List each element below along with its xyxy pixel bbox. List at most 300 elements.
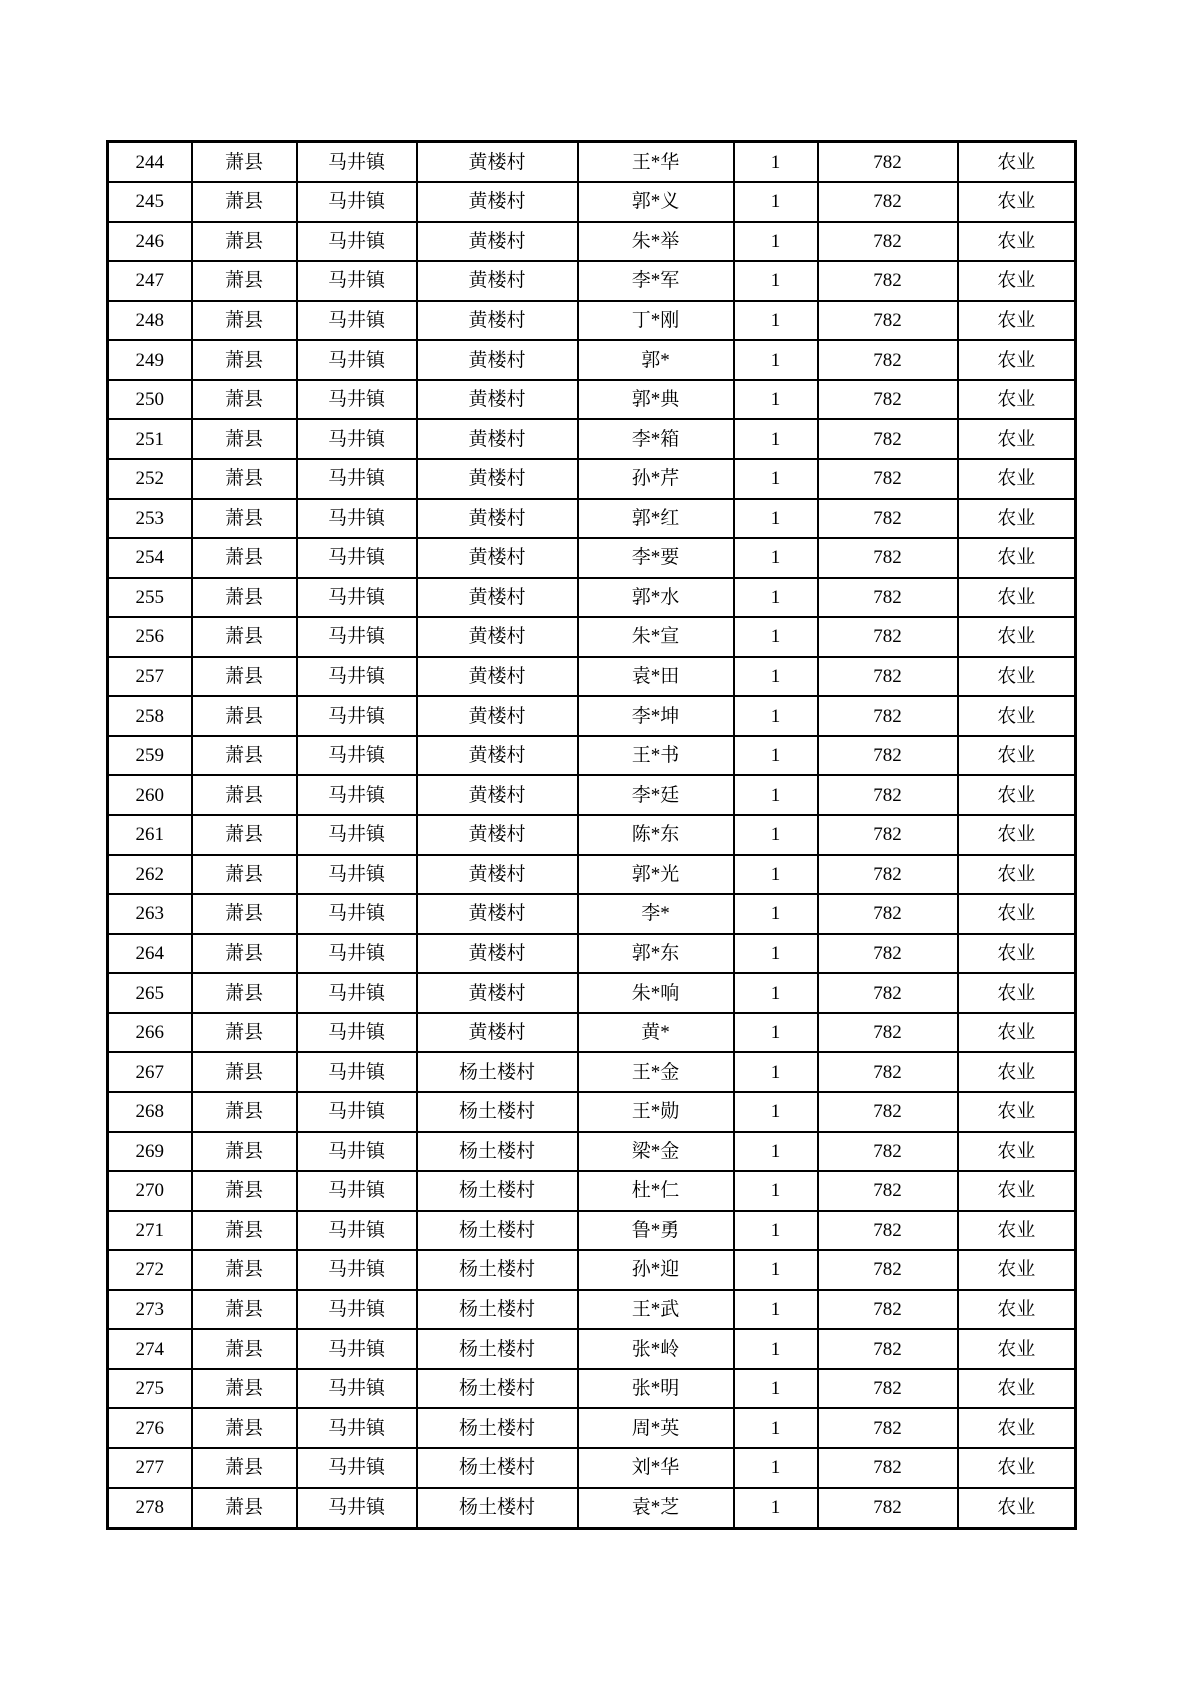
cell-industry: 农业: [958, 855, 1076, 895]
cell-village: 杨土楼村: [417, 1052, 578, 1092]
cell-town: 马井镇: [297, 1369, 417, 1409]
cell-name: 袁*田: [578, 657, 734, 697]
cell-town: 马井镇: [297, 894, 417, 934]
cell-row-number: 271: [108, 1211, 192, 1251]
table-row: [108, 459, 1076, 499]
cell-town: 马井镇: [297, 934, 417, 974]
cell-row-number: 258: [108, 696, 192, 736]
cell-count: 1: [734, 1171, 818, 1211]
cell-town: 马井镇: [297, 419, 417, 459]
cell-county: 萧县: [192, 973, 297, 1013]
cell-industry: 农业: [958, 1211, 1076, 1251]
cell-row-number: 269: [108, 1132, 192, 1172]
cell-name: 郭*红: [578, 499, 734, 539]
cell-village: 黄楼村: [417, 419, 578, 459]
cell-village: 杨土楼村: [417, 1448, 578, 1488]
cell-row-number: 245: [108, 182, 192, 222]
table-row: [108, 934, 1076, 974]
cell-village: 黄楼村: [417, 973, 578, 1013]
table-row: [108, 1290, 1076, 1330]
table-row: [108, 538, 1076, 578]
cell-county: 萧县: [192, 1052, 297, 1092]
cell-count: 1: [734, 1132, 818, 1172]
cell-town: 马井镇: [297, 1171, 417, 1211]
cell-name: 郭*: [578, 340, 734, 380]
cell-amount: 782: [818, 973, 958, 1013]
cell-count: 1: [734, 1052, 818, 1092]
cell-count: 1: [734, 1408, 818, 1448]
cell-row-number: 273: [108, 1290, 192, 1330]
cell-amount: 782: [818, 1448, 958, 1488]
cell-name: 李*: [578, 894, 734, 934]
table-row: [108, 855, 1076, 895]
cell-town: 马井镇: [297, 696, 417, 736]
cell-name: 朱*举: [578, 222, 734, 262]
table-row: [108, 340, 1076, 380]
cell-amount: 782: [818, 815, 958, 855]
cell-row-number: 272: [108, 1250, 192, 1290]
cell-count: 1: [734, 538, 818, 578]
table-row: [108, 973, 1076, 1013]
cell-row-number: 260: [108, 775, 192, 815]
cell-town: 马井镇: [297, 182, 417, 222]
table-row: [108, 894, 1076, 934]
cell-amount: 782: [818, 696, 958, 736]
cell-industry: 农业: [958, 459, 1076, 499]
cell-county: 萧县: [192, 578, 297, 618]
cell-industry: 农业: [958, 815, 1076, 855]
cell-industry: 农业: [958, 934, 1076, 974]
cell-industry: 农业: [958, 578, 1076, 618]
table-row: [108, 1211, 1076, 1251]
cell-amount: 782: [818, 617, 958, 657]
cell-count: 1: [734, 696, 818, 736]
cell-industry: 农业: [958, 301, 1076, 341]
cell-name: 刘*华: [578, 1448, 734, 1488]
cell-county: 萧县: [192, 1329, 297, 1369]
cell-count: 1: [734, 222, 818, 262]
cell-amount: 782: [818, 934, 958, 974]
table-row: [108, 1329, 1076, 1369]
cell-name: 李*箱: [578, 419, 734, 459]
cell-industry: 农业: [958, 696, 1076, 736]
cell-industry: 农业: [958, 340, 1076, 380]
cell-name: 李*军: [578, 261, 734, 301]
cell-industry: 农业: [958, 1448, 1076, 1488]
cell-village: 黄楼村: [417, 815, 578, 855]
cell-village: 黄楼村: [417, 855, 578, 895]
cell-industry: 农业: [958, 499, 1076, 539]
cell-industry: 农业: [958, 261, 1076, 301]
cell-town: 马井镇: [297, 1488, 417, 1529]
cell-name: 杜*仁: [578, 1171, 734, 1211]
cell-town: 马井镇: [297, 775, 417, 815]
cell-industry: 农业: [958, 1369, 1076, 1409]
cell-count: 1: [734, 380, 818, 420]
table-row: [108, 815, 1076, 855]
cell-county: 萧县: [192, 1290, 297, 1330]
cell-count: 1: [734, 934, 818, 974]
cell-village: 黄楼村: [417, 222, 578, 262]
cell-name: 李*廷: [578, 775, 734, 815]
cell-industry: 农业: [958, 538, 1076, 578]
cell-industry: 农业: [958, 894, 1076, 934]
cell-row-number: 256: [108, 617, 192, 657]
cell-name: 孙*迎: [578, 1250, 734, 1290]
cell-village: 杨土楼村: [417, 1290, 578, 1330]
cell-village: 黄楼村: [417, 934, 578, 974]
cell-row-number: 275: [108, 1369, 192, 1409]
table-row: [108, 499, 1076, 539]
cell-amount: 782: [818, 578, 958, 618]
cell-row-number: 274: [108, 1329, 192, 1369]
cell-row-number: 248: [108, 301, 192, 341]
cell-industry: 农业: [958, 1013, 1076, 1053]
cell-row-number: 246: [108, 222, 192, 262]
cell-industry: 农业: [958, 1052, 1076, 1092]
cell-village: 黄楼村: [417, 380, 578, 420]
cell-town: 马井镇: [297, 1448, 417, 1488]
cell-row-number: 264: [108, 934, 192, 974]
cell-county: 萧县: [192, 182, 297, 222]
cell-industry: 农业: [958, 380, 1076, 420]
cell-village: 黄楼村: [417, 1013, 578, 1053]
cell-row-number: 249: [108, 340, 192, 380]
cell-county: 萧县: [192, 142, 297, 183]
cell-amount: 782: [818, 499, 958, 539]
cell-village: 杨土楼村: [417, 1092, 578, 1132]
table-row: [108, 1013, 1076, 1053]
cell-count: 1: [734, 578, 818, 618]
cell-industry: 农业: [958, 657, 1076, 697]
cell-row-number: 261: [108, 815, 192, 855]
cell-amount: 782: [818, 340, 958, 380]
cell-industry: 农业: [958, 1408, 1076, 1448]
cell-county: 萧县: [192, 696, 297, 736]
cell-town: 马井镇: [297, 815, 417, 855]
table-row: [108, 182, 1076, 222]
cell-industry: 农业: [958, 1092, 1076, 1132]
cell-amount: 782: [818, 222, 958, 262]
cell-name: 袁*芝: [578, 1488, 734, 1529]
cell-village: 黄楼村: [417, 696, 578, 736]
cell-count: 1: [734, 1488, 818, 1529]
cell-village: 杨土楼村: [417, 1488, 578, 1529]
cell-count: 1: [734, 1369, 818, 1409]
cell-village: 黄楼村: [417, 894, 578, 934]
table-row: [108, 380, 1076, 420]
cell-name: 郭*水: [578, 578, 734, 618]
cell-industry: 农业: [958, 419, 1076, 459]
cell-village: 黄楼村: [417, 775, 578, 815]
cell-name: 张*岭: [578, 1329, 734, 1369]
cell-name: 郭*典: [578, 380, 734, 420]
cell-row-number: 251: [108, 419, 192, 459]
cell-village: 黄楼村: [417, 182, 578, 222]
cell-county: 萧县: [192, 538, 297, 578]
cell-town: 马井镇: [297, 340, 417, 380]
cell-count: 1: [734, 142, 818, 183]
cell-amount: 782: [818, 261, 958, 301]
cell-town: 马井镇: [297, 1329, 417, 1369]
cell-county: 萧县: [192, 261, 297, 301]
cell-count: 1: [734, 182, 818, 222]
cell-county: 萧县: [192, 419, 297, 459]
cell-county: 萧县: [192, 617, 297, 657]
cell-count: 1: [734, 1329, 818, 1369]
cell-count: 1: [734, 1092, 818, 1132]
table-row: [108, 1092, 1076, 1132]
cell-name: 鲁*勇: [578, 1211, 734, 1251]
cell-town: 马井镇: [297, 578, 417, 618]
table-row: [108, 1488, 1076, 1529]
cell-county: 萧县: [192, 499, 297, 539]
cell-amount: 782: [818, 538, 958, 578]
cell-amount: 782: [818, 1408, 958, 1448]
cell-village: 黄楼村: [417, 617, 578, 657]
cell-county: 萧县: [192, 340, 297, 380]
cell-county: 萧县: [192, 1448, 297, 1488]
cell-industry: 农业: [958, 1290, 1076, 1330]
table-row: [108, 222, 1076, 262]
cell-county: 萧县: [192, 380, 297, 420]
table-row: [108, 1250, 1076, 1290]
table-row: [108, 578, 1076, 618]
cell-count: 1: [734, 736, 818, 776]
table-row: [108, 1369, 1076, 1409]
cell-county: 萧县: [192, 934, 297, 974]
cell-amount: 782: [818, 1211, 958, 1251]
table-row: [108, 736, 1076, 776]
cell-county: 萧县: [192, 1211, 297, 1251]
cell-amount: 782: [818, 1488, 958, 1529]
cell-name: 陈*东: [578, 815, 734, 855]
cell-village: 黄楼村: [417, 301, 578, 341]
cell-amount: 782: [818, 1092, 958, 1132]
cell-village: 黄楼村: [417, 340, 578, 380]
cell-industry: 农业: [958, 1171, 1076, 1211]
cell-name: 丁*刚: [578, 301, 734, 341]
cell-village: 杨土楼村: [417, 1408, 578, 1448]
cell-industry: 农业: [958, 1250, 1076, 1290]
cell-town: 马井镇: [297, 1052, 417, 1092]
cell-row-number: 265: [108, 973, 192, 1013]
cell-count: 1: [734, 1013, 818, 1053]
table-row: [108, 617, 1076, 657]
cell-row-number: 262: [108, 855, 192, 895]
cell-county: 萧县: [192, 1132, 297, 1172]
cell-amount: 782: [818, 855, 958, 895]
cell-row-number: 247: [108, 261, 192, 301]
cell-town: 马井镇: [297, 261, 417, 301]
table-row: [108, 419, 1076, 459]
cell-name: 李*坤: [578, 696, 734, 736]
cell-row-number: 252: [108, 459, 192, 499]
cell-industry: 农业: [958, 1329, 1076, 1369]
table-row: [108, 1448, 1076, 1488]
table-row: [108, 261, 1076, 301]
cell-town: 马井镇: [297, 1092, 417, 1132]
cell-town: 马井镇: [297, 538, 417, 578]
cell-amount: 782: [818, 657, 958, 697]
cell-count: 1: [734, 261, 818, 301]
cell-county: 萧县: [192, 1092, 297, 1132]
cell-village: 杨土楼村: [417, 1132, 578, 1172]
cell-row-number: 268: [108, 1092, 192, 1132]
cell-industry: 农业: [958, 617, 1076, 657]
cell-amount: 782: [818, 1329, 958, 1369]
cell-name: 郭*义: [578, 182, 734, 222]
cell-town: 马井镇: [297, 1408, 417, 1448]
cell-name: 王*书: [578, 736, 734, 776]
cell-county: 萧县: [192, 459, 297, 499]
cell-county: 萧县: [192, 815, 297, 855]
cell-count: 1: [734, 815, 818, 855]
cell-town: 马井镇: [297, 855, 417, 895]
cell-industry: 农业: [958, 142, 1076, 183]
cell-count: 1: [734, 340, 818, 380]
cell-amount: 782: [818, 419, 958, 459]
cell-amount: 782: [818, 1052, 958, 1092]
cell-name: 王*金: [578, 1052, 734, 1092]
cell-row-number: 278: [108, 1488, 192, 1529]
cell-industry: 农业: [958, 222, 1076, 262]
cell-town: 马井镇: [297, 222, 417, 262]
cell-industry: 农业: [958, 1488, 1076, 1529]
cell-count: 1: [734, 459, 818, 499]
cell-amount: 782: [818, 1132, 958, 1172]
cell-amount: 782: [818, 1250, 958, 1290]
cell-town: 马井镇: [297, 142, 417, 183]
cell-town: 马井镇: [297, 657, 417, 697]
cell-name: 王*勋: [578, 1092, 734, 1132]
cell-count: 1: [734, 419, 818, 459]
cell-count: 1: [734, 301, 818, 341]
cell-town: 马井镇: [297, 459, 417, 499]
cell-row-number: 266: [108, 1013, 192, 1053]
cell-amount: 782: [818, 1171, 958, 1211]
cell-name: 郭*东: [578, 934, 734, 974]
cell-row-number: 259: [108, 736, 192, 776]
cell-village: 杨土楼村: [417, 1211, 578, 1251]
cell-row-number: 276: [108, 1408, 192, 1448]
cell-count: 1: [734, 499, 818, 539]
cell-county: 萧县: [192, 1369, 297, 1409]
cell-name: 李*要: [578, 538, 734, 578]
cell-county: 萧县: [192, 1488, 297, 1529]
cell-row-number: 270: [108, 1171, 192, 1211]
table-row: [108, 301, 1076, 341]
cell-count: 1: [734, 973, 818, 1013]
cell-village: 黄楼村: [417, 538, 578, 578]
cell-town: 马井镇: [297, 301, 417, 341]
cell-name: 张*明: [578, 1369, 734, 1409]
cell-amount: 782: [818, 775, 958, 815]
cell-industry: 农业: [958, 736, 1076, 776]
cell-amount: 782: [818, 1013, 958, 1053]
cell-county: 萧县: [192, 894, 297, 934]
cell-town: 马井镇: [297, 617, 417, 657]
cell-village: 黄楼村: [417, 261, 578, 301]
table-row: [108, 1052, 1076, 1092]
cell-town: 马井镇: [297, 499, 417, 539]
cell-town: 马井镇: [297, 1211, 417, 1251]
table-row: [108, 775, 1076, 815]
cell-row-number: 253: [108, 499, 192, 539]
cell-county: 萧县: [192, 1408, 297, 1448]
table-row: [108, 696, 1076, 736]
cell-count: 1: [734, 617, 818, 657]
cell-name: 黄*: [578, 1013, 734, 1053]
cell-village: 黄楼村: [417, 142, 578, 183]
cell-row-number: 254: [108, 538, 192, 578]
table-body: [108, 142, 1076, 1529]
beneficiary-table: [106, 140, 1077, 1530]
cell-count: 1: [734, 1211, 818, 1251]
cell-row-number: 255: [108, 578, 192, 618]
cell-name: 孙*芹: [578, 459, 734, 499]
cell-village: 杨土楼村: [417, 1329, 578, 1369]
cell-amount: 782: [818, 380, 958, 420]
cell-industry: 农业: [958, 1132, 1076, 1172]
cell-row-number: 250: [108, 380, 192, 420]
cell-row-number: 257: [108, 657, 192, 697]
cell-industry: 农业: [958, 182, 1076, 222]
cell-town: 马井镇: [297, 1132, 417, 1172]
cell-count: 1: [734, 1290, 818, 1330]
cell-town: 马井镇: [297, 380, 417, 420]
cell-name: 朱*响: [578, 973, 734, 1013]
cell-town: 马井镇: [297, 736, 417, 776]
cell-industry: 农业: [958, 973, 1076, 1013]
cell-amount: 782: [818, 142, 958, 183]
cell-county: 萧县: [192, 1013, 297, 1053]
cell-county: 萧县: [192, 855, 297, 895]
cell-name: 郭*光: [578, 855, 734, 895]
cell-county: 萧县: [192, 657, 297, 697]
cell-village: 黄楼村: [417, 459, 578, 499]
cell-row-number: 244: [108, 142, 192, 183]
cell-county: 萧县: [192, 1171, 297, 1211]
cell-count: 1: [734, 894, 818, 934]
cell-amount: 782: [818, 894, 958, 934]
table-row: [108, 1408, 1076, 1448]
cell-name: 梁*金: [578, 1132, 734, 1172]
cell-count: 1: [734, 1250, 818, 1290]
table-row: [108, 142, 1076, 183]
cell-amount: 782: [818, 736, 958, 776]
cell-village: 黄楼村: [417, 736, 578, 776]
cell-industry: 农业: [958, 775, 1076, 815]
cell-row-number: 277: [108, 1448, 192, 1488]
table-row: [108, 657, 1076, 697]
cell-amount: 782: [818, 1369, 958, 1409]
cell-county: 萧县: [192, 736, 297, 776]
cell-name: 王*华: [578, 142, 734, 183]
cell-row-number: 263: [108, 894, 192, 934]
cell-village: 黄楼村: [417, 578, 578, 618]
cell-village: 黄楼村: [417, 499, 578, 539]
cell-name: 周*英: [578, 1408, 734, 1448]
cell-village: 杨土楼村: [417, 1171, 578, 1211]
cell-amount: 782: [818, 459, 958, 499]
cell-county: 萧县: [192, 1250, 297, 1290]
table-row: [108, 1171, 1076, 1211]
cell-village: 杨土楼村: [417, 1250, 578, 1290]
cell-county: 萧县: [192, 775, 297, 815]
cell-village: 黄楼村: [417, 657, 578, 697]
cell-town: 马井镇: [297, 973, 417, 1013]
